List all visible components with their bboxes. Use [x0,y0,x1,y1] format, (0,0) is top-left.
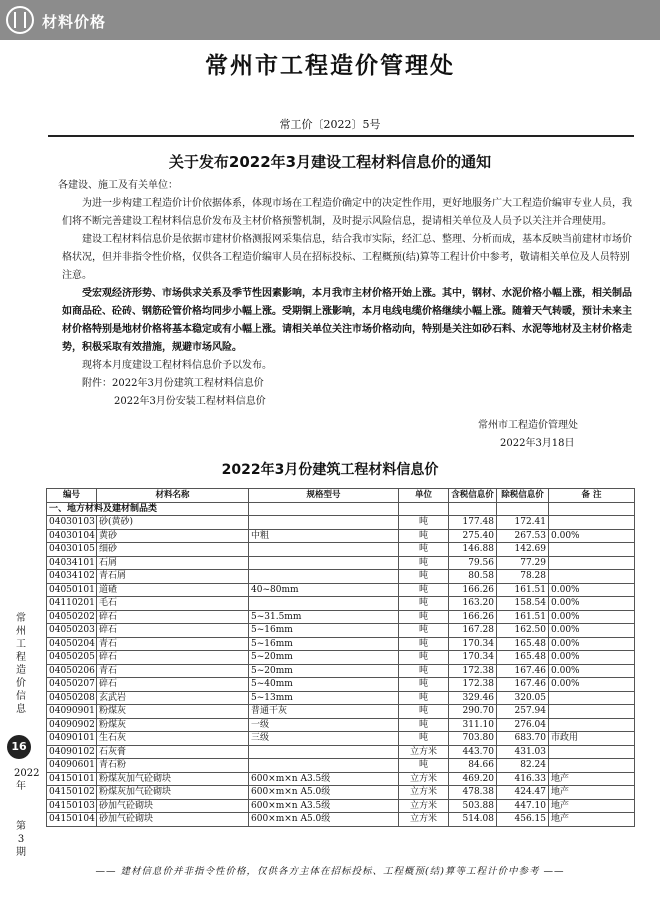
section-row [47,502,635,516]
cell-price-tax: 166.26 [449,610,497,624]
cell-price-notax: 267.53 [497,529,549,543]
col-header-name: 材料名称 [97,489,249,503]
cell-remark: 地产 [549,786,635,800]
table-row [47,556,635,570]
cell-code: 04090901 [47,705,97,719]
cell-unit: 立方米 [399,745,449,759]
cell-price-notax: 161.51 [497,583,549,597]
cell-spec: 40~80mm [249,583,399,597]
cell-name: 砂加气砼砌块 [97,799,249,813]
table-row [47,705,635,719]
cell-code: 04090902 [47,718,97,732]
cell-spec: 一级 [249,718,399,732]
cell-price-tax: 167.28 [449,624,497,638]
cell-code: 04090101 [47,732,97,746]
section-label: 一、地方材料及建材制品类 [47,502,249,516]
cell-code: 04034101 [47,556,97,570]
cell-price-tax: 478.38 [449,786,497,800]
cell-unit: 吨 [399,543,449,557]
cell-unit: 吨 [399,678,449,692]
table-row [47,799,635,813]
cell-code: 04050206 [47,664,97,678]
cell-name: 细砂 [97,543,249,557]
table-row [47,745,635,759]
cell-price-notax: 167.46 [497,664,549,678]
cell-spec: 600×m×n A3.5级 [249,799,399,813]
table-row [47,691,635,705]
paragraph-3: 受宏观经济形势、市场供求关系及季节性因素影响，本月我市主材价格开始上涨。其中，钢材、水泥价格小幅上涨，相关制品如商品砼、砼砖、钢筋砼管价格均同步小幅上涨。受期铜上涨影响，本月电线电缆价格继续小幅上涨。随着天气转暖，预计未来主材价格特别是地材价格将基本稳定或有小幅上涨。请相关单位关注市场价格动向，特别是关注如砂石料、水泥等地材及主材价格走势，积极采取有效措施，规避市场风险。 [62,288,632,353]
cell-remark: 0.00% [549,583,635,597]
table-row [47,759,635,773]
cell-remark [549,556,635,570]
page-number: 16 [7,735,31,759]
cell-price-tax: 443.70 [449,745,497,759]
cell-code: 04030105 [47,543,97,557]
cell-price-notax: 276.04 [497,718,549,732]
cell-price-tax: 170.34 [449,651,497,665]
table-row [47,718,635,732]
cell-code: 04150104 [47,813,97,827]
signature-date: 2022年3月18日 [500,438,575,449]
brand-title: 材料价格 [42,13,107,31]
col-header-spec: 规格型号 [249,489,399,503]
cell-unit: 吨 [399,556,449,570]
cell-price-tax: 503.88 [449,799,497,813]
cell-code: 04030104 [47,529,97,543]
cell-unit: 吨 [399,583,449,597]
cell-price-tax: 290.70 [449,705,497,719]
cell-unit: 立方米 [399,799,449,813]
cell-name: 生石灰 [97,732,249,746]
cell-spec: 5~40mm [249,678,399,692]
cell-code: 04050202 [47,610,97,624]
cell-name: 碎石 [97,651,249,665]
cell-remark: 0.00% [549,664,635,678]
cell-price-notax: 257.94 [497,705,549,719]
cell-remark [549,543,635,557]
table-row [47,678,635,692]
cell-remark: 0.00% [549,529,635,543]
cell-unit: 立方米 [399,813,449,827]
cell-name: 黄砂 [97,529,249,543]
sidebar-title: 常州工程造价信息 [16,613,26,715]
cell-price-notax: 172.41 [497,516,549,530]
cell-price-tax: 172.38 [449,664,497,678]
cell-name: 碎石 [97,624,249,638]
cell-spec: 5~13mm [249,691,399,705]
cell-code: 04150103 [47,799,97,813]
cell-spec [249,597,399,611]
attachment-2: 2022年3月份安装工程材料信息价 [114,396,266,407]
cell-price-notax: 165.48 [497,637,549,651]
cell-price-notax: 431.03 [497,745,549,759]
cell-unit: 吨 [399,516,449,530]
notice-title: 关于发布2022年3月建设工程材料信息价的通知 [168,153,492,171]
cell-unit: 吨 [399,732,449,746]
cell-price-notax: 78.28 [497,570,549,584]
cell-price-notax: 161.51 [497,610,549,624]
cell-unit: 吨 [399,570,449,584]
cell-price-tax: 172.38 [449,678,497,692]
cell-remark [549,516,635,530]
col-header-price-tax: 含税信息价 [449,489,497,503]
cell-unit: 吨 [399,597,449,611]
cell-code: 04110201 [47,597,97,611]
cell-unit: 吨 [399,651,449,665]
cell-price-tax: 80.58 [449,570,497,584]
cell-spec [249,516,399,530]
table-row [47,624,635,638]
cell-name: 砂加气砼砌块 [97,813,249,827]
cell-price-notax: 77.29 [497,556,549,570]
logo-icon [6,6,34,34]
cell-price-notax: 82.24 [497,759,549,773]
cell-price-notax: 158.54 [497,597,549,611]
cell-remark: 市政用 [549,732,635,746]
col-header-price-notax: 除税信息价 [497,489,549,503]
cell-remark [549,570,635,584]
cell-spec [249,759,399,773]
cell-price-notax: 683.70 [497,732,549,746]
cell-name: 青石 [97,637,249,651]
cell-price-notax: 142.69 [497,543,549,557]
cell-name: 粉煤灰 [97,718,249,732]
cell-remark: 地产 [549,799,635,813]
cell-name: 青石屑 [97,570,249,584]
cell-remark: 0.00% [549,597,635,611]
org-title: 常州市工程造价管理处 [205,53,455,79]
cell-code: 04050204 [47,637,97,651]
footer-note: —— 建材信息价并非指令性价格，仅供各方主体在招标投标、工程概预(结)算等工程计价中参考 —— [95,866,565,877]
cell-unit: 吨 [399,691,449,705]
table-row [47,570,635,584]
cell-price-tax: 177.48 [449,516,497,530]
table-row [47,732,635,746]
cell-price-tax: 469.20 [449,772,497,786]
cell-price-tax: 146.88 [449,543,497,557]
cell-name: 粉煤灰加气砼砌块 [97,772,249,786]
col-header-code: 编号 [47,489,97,503]
doc-number: 常工价〔2022〕5号 [279,118,381,131]
cell-price-tax: 514.08 [449,813,497,827]
table-row [47,516,635,530]
table-header-row [47,489,635,503]
cell-name: 碎石 [97,678,249,692]
cell-spec [249,570,399,584]
cell-code: 04150102 [47,786,97,800]
cell-code: 04050207 [47,678,97,692]
cell-spec: 普通干灰 [249,705,399,719]
table-title: 2022年3月份建筑工程材料信息价 [221,462,439,478]
table-row [47,786,635,800]
cell-remark: 0.00% [549,678,635,692]
cell-name: 青石 [97,664,249,678]
cell-price-notax: 320.05 [497,691,549,705]
notice-body [58,177,634,411]
cell-price-notax: 416.33 [497,772,549,786]
table-row [47,529,635,543]
attachment-1: 附件：2022年3月份建筑工程材料信息价 [82,378,264,389]
cell-spec: 600×m×n A3.5级 [249,772,399,786]
cell-name: 玄武岩 [97,691,249,705]
divider [48,135,634,137]
cell-remark: 地产 [549,813,635,827]
col-header-unit: 单位 [399,489,449,503]
cell-price-tax: 703.80 [449,732,497,746]
cell-spec: 5~20mm [249,664,399,678]
cell-price-notax: 162.50 [497,624,549,638]
cell-remark [549,745,635,759]
cell-unit: 吨 [399,664,449,678]
cell-unit: 吨 [399,624,449,638]
cell-price-tax: 329.46 [449,691,497,705]
cell-remark: 0.00% [549,610,635,624]
cell-code: 04090601 [47,759,97,773]
paragraph-4: 现将本月度建设工程材料信息价予以发布。 [82,360,272,371]
table-row [47,610,635,624]
cell-remark: 0.00% [549,651,635,665]
cell-code: 04050205 [47,651,97,665]
cell-spec: 中粗 [249,529,399,543]
cell-spec: 三级 [249,732,399,746]
cell-unit: 立方米 [399,786,449,800]
cell-code: 04150101 [47,772,97,786]
cell-name: 毛石 [97,597,249,611]
cell-remark [549,705,635,719]
cell-code: 04090102 [47,745,97,759]
cell-price-tax: 84.66 [449,759,497,773]
table-row [47,637,635,651]
cell-remark [549,691,635,705]
cell-price-tax: 163.20 [449,597,497,611]
cell-spec: 5~31.5mm [249,610,399,624]
sidebar-issue: 第3期 [16,821,26,858]
cell-code: 04050208 [47,691,97,705]
sidebar-year: 2022年 [14,768,40,792]
cell-name: 道碴 [97,583,249,597]
paragraph-2: 建设工程材料信息价是依据市建材价格测报网采集信息，结合我市实际，经汇总、整理、分析而成，基本反映当前建材市场价格状况，但并非指令性价格，仅供各工程造价编审人员在招标投标、工程概预(结)算等工程计价中参考，敬请相关单位及人员特别注意。 [62,234,632,281]
cell-unit: 立方米 [399,772,449,786]
cell-unit: 吨 [399,610,449,624]
cell-price-notax: 447.10 [497,799,549,813]
cell-name: 青石粉 [97,759,249,773]
cell-code: 04030103 [47,516,97,530]
table-row [47,664,635,678]
cell-code: 04050203 [47,624,97,638]
cell-spec [249,556,399,570]
cell-spec: 5~20mm [249,651,399,665]
cell-remark [549,759,635,773]
price-table [46,488,635,827]
table-row [47,772,635,786]
table-row [47,543,635,557]
cell-unit: 吨 [399,759,449,773]
cell-remark [549,718,635,732]
table-row [47,583,635,597]
cell-spec: 600×m×n A5.0级 [249,786,399,800]
cell-remark: 0.00% [549,624,635,638]
cell-price-tax: 170.34 [449,637,497,651]
cell-price-tax: 79.56 [449,556,497,570]
cell-spec: 5~16mm [249,624,399,638]
cell-remark: 0.00% [549,637,635,651]
header-bar [0,0,660,40]
cell-unit: 吨 [399,637,449,651]
cell-unit: 吨 [399,718,449,732]
table-row [47,651,635,665]
col-header-remark: 备 注 [549,489,635,503]
cell-name: 石灰膏 [97,745,249,759]
cell-name: 粉煤灰加气砼砌块 [97,786,249,800]
cell-name: 粉煤灰 [97,705,249,719]
paragraph-1: 为进一步构建工程造价计价依据体系，体现市场在工程造价确定中的决定性作用，更好地服务广大工程造价编审专业人员，我们将不断完善建设工程材料信息价发布及主材价格预警机制，及时提示风险信息，提请相关单位及人员予以关注并合理使用。 [62,198,632,227]
cell-spec [249,543,399,557]
cell-price-notax: 456.15 [497,813,549,827]
table-row [47,597,635,611]
table-row [47,813,635,827]
cell-name: 石屑 [97,556,249,570]
cell-code: 04050101 [47,583,97,597]
cell-spec: 600×m×n A5.0级 [249,813,399,827]
cell-code: 04034102 [47,570,97,584]
cell-unit: 吨 [399,529,449,543]
signature-org: 常州市工程造价管理处 [478,420,578,431]
cell-price-tax: 311.10 [449,718,497,732]
cell-unit: 吨 [399,705,449,719]
cell-price-notax: 167.46 [497,678,549,692]
cell-remark: 地产 [549,772,635,786]
cell-price-tax: 166.26 [449,583,497,597]
cell-price-tax: 275.40 [449,529,497,543]
cell-name: 碎石 [97,610,249,624]
cell-name: 砂(黄砂) [97,516,249,530]
cell-spec: 5~16mm [249,637,399,651]
cell-spec [249,745,399,759]
salutation: 各建设、施工及有关单位： [58,180,178,191]
cell-price-notax: 165.48 [497,651,549,665]
cell-price-notax: 424.47 [497,786,549,800]
